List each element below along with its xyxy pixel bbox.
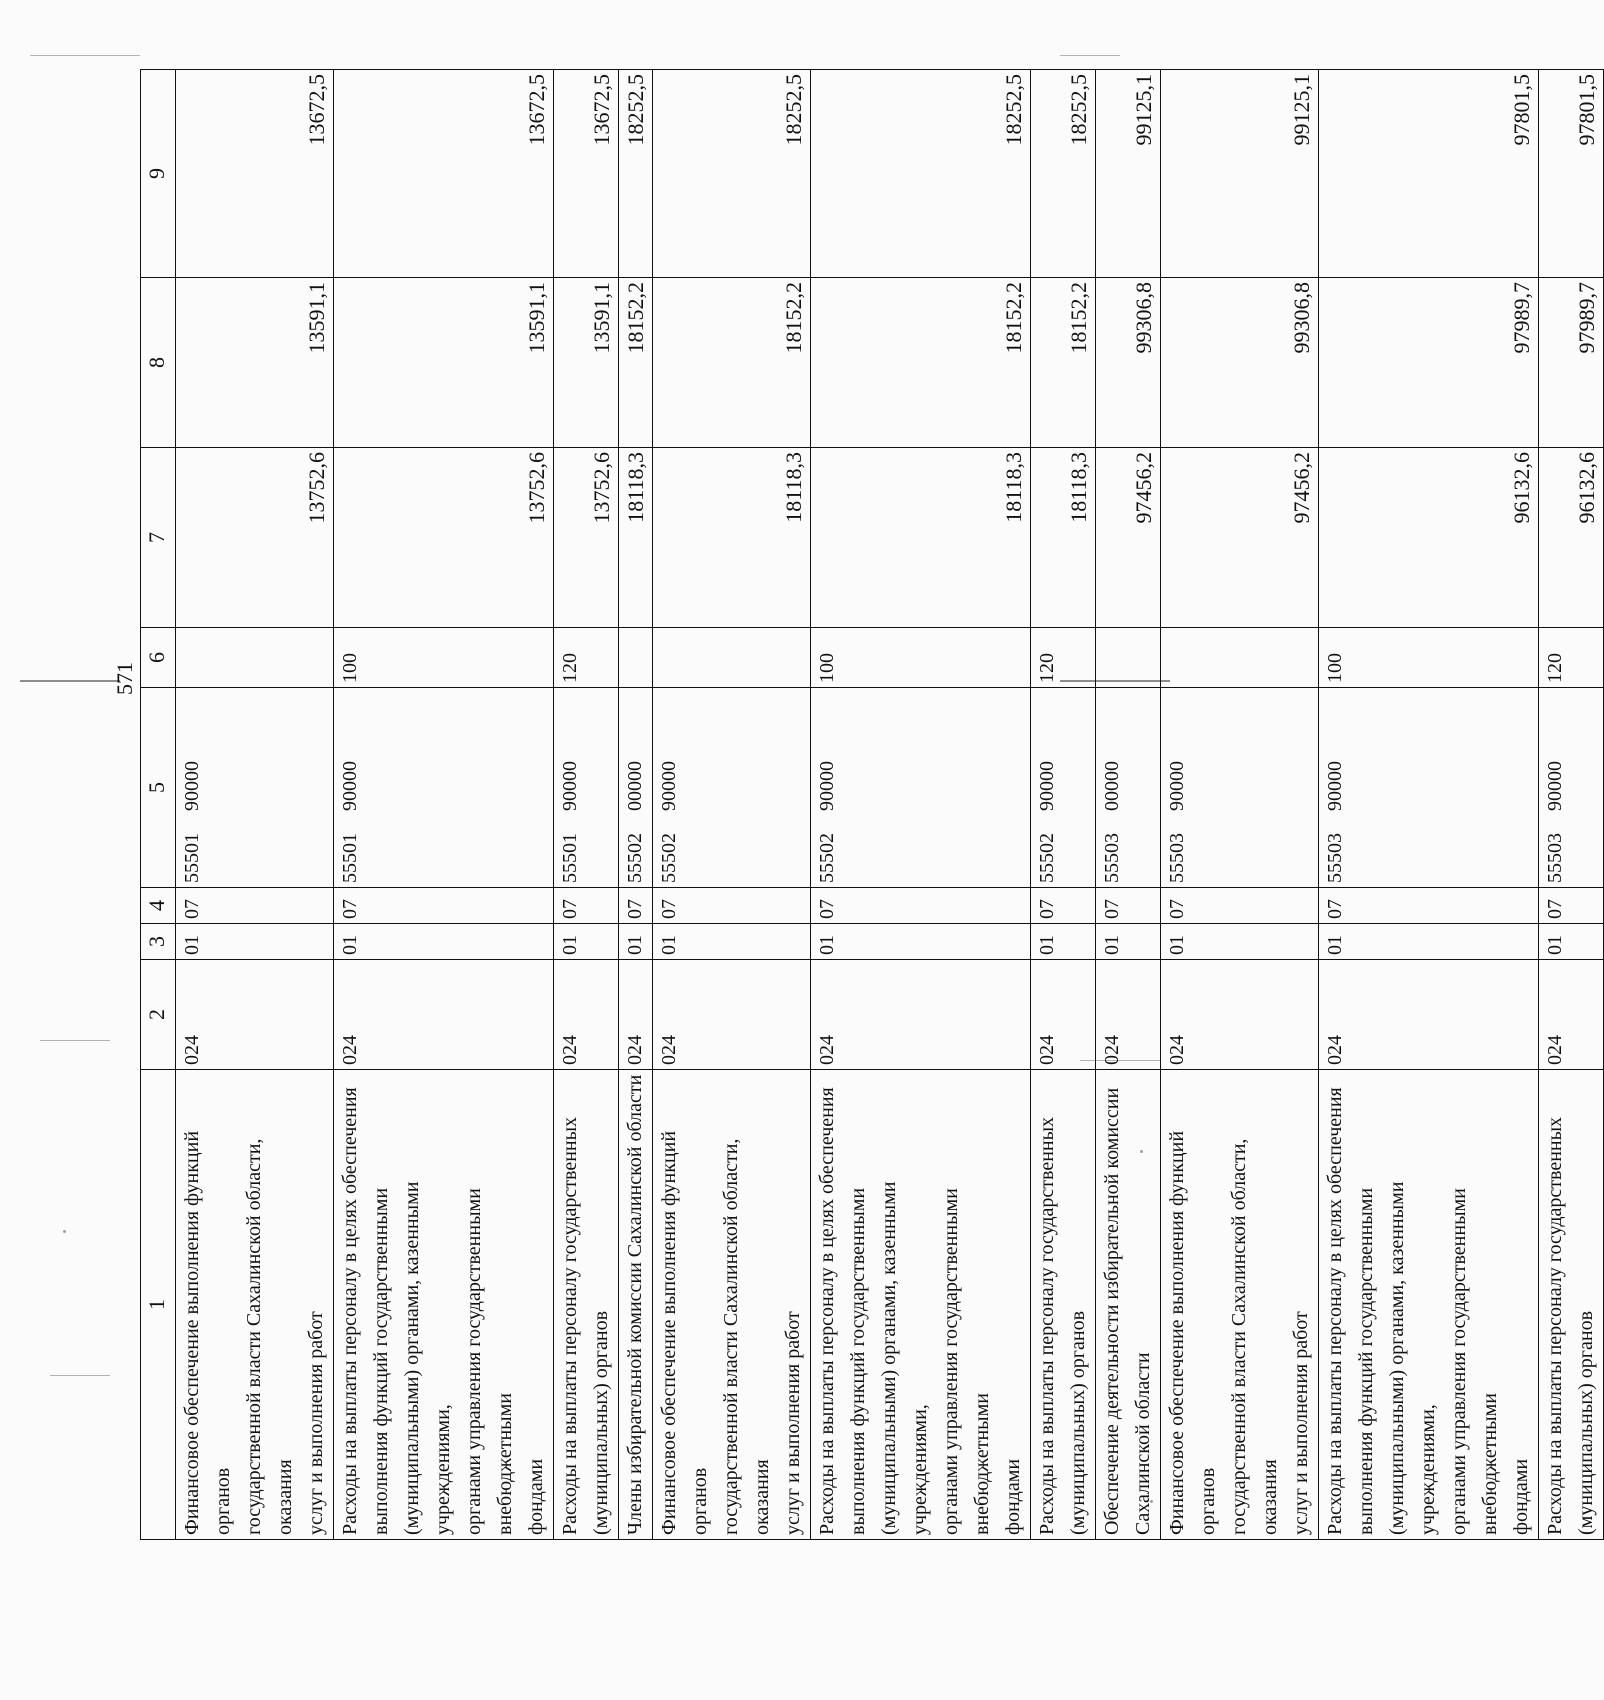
row-value-7: 18118,3 bbox=[619, 448, 653, 628]
row-code-5 bbox=[334, 688, 554, 888]
row-code-6: 100 bbox=[1319, 628, 1539, 688]
row-code-6 bbox=[653, 628, 811, 688]
table-row bbox=[1031, 70, 1096, 1540]
table-row bbox=[1096, 70, 1161, 1540]
row-code-3: 01 bbox=[1539, 924, 1604, 960]
row-name: Обеспечение деятельности избирательной комиссии Сахалинской области bbox=[1096, 1070, 1161, 1540]
row-name: Финансовое обеспечение выполнения функций органов государственной власти Сахалинской области, оказания услуг и выполнения работ bbox=[1161, 1070, 1319, 1540]
row-code-5 bbox=[1539, 688, 1604, 888]
column-header: 2 bbox=[141, 960, 176, 1070]
row-code-5 bbox=[653, 688, 811, 888]
row-value-7: 18118,3 bbox=[811, 448, 1031, 628]
row-code-5 bbox=[1031, 688, 1096, 888]
row-value-9: 97801,5 bbox=[1319, 70, 1539, 278]
row-code-2: 024 bbox=[1319, 960, 1539, 1070]
rotated-document-sheet bbox=[112, 70, 1599, 1540]
row-code-6 bbox=[176, 628, 334, 688]
row-value-7: 18118,3 bbox=[1031, 448, 1096, 628]
row-value-9: 18252,5 bbox=[1031, 70, 1096, 278]
row-code-2: 024 bbox=[1161, 960, 1319, 1070]
row-value-9: 13672,5 bbox=[334, 70, 554, 278]
table-row bbox=[1161, 70, 1319, 1540]
row-code-5 bbox=[811, 688, 1031, 888]
row-value-7: 13752,6 bbox=[334, 448, 554, 628]
row-code-4: 07 bbox=[653, 888, 811, 924]
row-value-9: 13672,5 bbox=[554, 70, 619, 278]
row-code-5b: 00000 bbox=[1101, 761, 1123, 811]
row-code-6: 100 bbox=[811, 628, 1031, 688]
row-code-6: 120 bbox=[1539, 628, 1604, 688]
row-value-7: 13752,6 bbox=[176, 448, 334, 628]
row-code-5b: 90000 bbox=[1324, 761, 1346, 811]
row-name: Расходы на выплаты персоналу государственных (муниципальных) органов bbox=[554, 1070, 619, 1540]
row-code-4: 07 bbox=[1096, 888, 1161, 924]
row-code-5b: 90000 bbox=[181, 761, 203, 811]
row-value-8: 99306,8 bbox=[1096, 278, 1161, 448]
row-code-5a: 55502 bbox=[658, 833, 680, 883]
table-row bbox=[1319, 70, 1539, 1540]
row-code-6: 120 bbox=[554, 628, 619, 688]
row-value-9: 18252,5 bbox=[653, 70, 811, 278]
column-header: 4 bbox=[141, 888, 176, 924]
row-code-5 bbox=[554, 688, 619, 888]
row-name: Расходы на выплаты персоналу в целях обеспечения выполнения функций государственными (муниципальными) органами, казенными учреждениями, органами управления государственными внебюджетными фондами bbox=[811, 1070, 1031, 1540]
row-name: Члены избирательной комиссии Сахалинской области bbox=[619, 1070, 653, 1540]
row-code-6 bbox=[619, 628, 653, 688]
column-header: 8 bbox=[141, 278, 176, 448]
row-code-5 bbox=[176, 688, 334, 888]
row-name: Расходы на выплаты персоналу государственных (муниципальных) органов bbox=[1031, 1070, 1096, 1540]
row-code-3: 01 bbox=[811, 924, 1031, 960]
row-code-6 bbox=[1161, 628, 1319, 688]
row-value-9: 97801,5 bbox=[1539, 70, 1604, 278]
budget-table bbox=[140, 69, 1604, 1540]
row-code-5 bbox=[1096, 688, 1161, 888]
row-code-2: 024 bbox=[176, 960, 334, 1070]
column-header: 1 bbox=[141, 1070, 176, 1540]
row-value-9: 13672,5 bbox=[176, 70, 334, 278]
column-header: 5 bbox=[141, 688, 176, 888]
row-value-7: 96132,6 bbox=[1539, 448, 1604, 628]
row-value-8: 99306,8 bbox=[1161, 278, 1319, 448]
table-row bbox=[653, 70, 811, 1540]
table-body bbox=[141, 70, 1604, 1540]
row-value-7: 18118,3 bbox=[653, 448, 811, 628]
row-value-9: 99125,1 bbox=[1096, 70, 1161, 278]
row-code-3: 01 bbox=[1161, 924, 1319, 960]
row-code-3: 01 bbox=[176, 924, 334, 960]
row-value-8: 18152,2 bbox=[653, 278, 811, 448]
row-value-8: 18152,2 bbox=[1031, 278, 1096, 448]
row-code-5b: 90000 bbox=[816, 761, 838, 811]
row-code-6: 120 bbox=[1031, 628, 1096, 688]
row-value-8: 13591,1 bbox=[554, 278, 619, 448]
row-code-5b: 90000 bbox=[559, 761, 581, 811]
row-name: Расходы на выплаты персоналу в целях обеспечения выполнения функций государственными (муниципальными) органами, казенными учреждениями, органами управления государственными внебюджетными фондами bbox=[334, 1070, 554, 1540]
row-code-5b: 90000 bbox=[1036, 761, 1058, 811]
row-value-7: 96132,6 bbox=[1319, 448, 1539, 628]
page-number: 571 bbox=[112, 662, 137, 695]
table-row bbox=[176, 70, 334, 1540]
row-code-2: 024 bbox=[619, 960, 653, 1070]
row-value-8: 97989,7 bbox=[1539, 278, 1604, 448]
row-code-3: 01 bbox=[653, 924, 811, 960]
row-name: Расходы на выплаты персоналу в целях обеспечения выполнения функций государственными (муниципальными) органами, казенными учреждениями, органами управления государственными внебюджетными фондами bbox=[1319, 1070, 1539, 1540]
row-code-5a: 55503 bbox=[1166, 833, 1188, 883]
table-header-row bbox=[141, 70, 176, 1540]
column-header: 6 bbox=[141, 628, 176, 688]
row-code-2: 024 bbox=[1539, 960, 1604, 1070]
row-code-5b: 90000 bbox=[1166, 761, 1188, 811]
row-value-8: 18152,2 bbox=[811, 278, 1031, 448]
row-value-8: 97989,7 bbox=[1319, 278, 1539, 448]
row-code-5a: 55501 bbox=[181, 833, 203, 883]
table-row bbox=[334, 70, 554, 1540]
column-header: 7 bbox=[141, 448, 176, 628]
row-code-6: 100 bbox=[334, 628, 554, 688]
row-code-3: 01 bbox=[334, 924, 554, 960]
row-value-9: 99125,1 bbox=[1161, 70, 1319, 278]
row-code-3: 01 bbox=[619, 924, 653, 960]
row-code-4: 07 bbox=[334, 888, 554, 924]
row-value-9: 18252,5 bbox=[811, 70, 1031, 278]
row-code-4: 07 bbox=[619, 888, 653, 924]
table-row bbox=[811, 70, 1031, 1540]
row-code-5b: 90000 bbox=[658, 761, 680, 811]
row-code-5a: 55503 bbox=[1324, 833, 1346, 883]
row-code-2: 024 bbox=[1031, 960, 1096, 1070]
row-value-8: 13591,1 bbox=[334, 278, 554, 448]
row-code-2: 024 bbox=[554, 960, 619, 1070]
row-code-6 bbox=[1096, 628, 1161, 688]
row-code-3: 01 bbox=[1319, 924, 1539, 960]
row-code-5a: 55502 bbox=[816, 833, 838, 883]
row-code-3: 01 bbox=[554, 924, 619, 960]
column-header: 9 bbox=[141, 70, 176, 278]
column-header: 3 bbox=[141, 924, 176, 960]
row-code-4: 07 bbox=[1161, 888, 1319, 924]
row-code-5 bbox=[1161, 688, 1319, 888]
row-code-5 bbox=[619, 688, 653, 888]
table-row bbox=[619, 70, 653, 1540]
row-code-5a: 55502 bbox=[1036, 833, 1058, 883]
row-code-4: 07 bbox=[1319, 888, 1539, 924]
row-code-2: 024 bbox=[334, 960, 554, 1070]
table-row bbox=[554, 70, 619, 1540]
row-code-5b: 90000 bbox=[1544, 761, 1566, 811]
row-code-4: 07 bbox=[1031, 888, 1096, 924]
row-code-2: 024 bbox=[811, 960, 1031, 1070]
row-code-5a: 55502 bbox=[624, 833, 646, 883]
row-code-4: 07 bbox=[811, 888, 1031, 924]
row-value-8: 18152,2 bbox=[619, 278, 653, 448]
row-name: Финансовое обеспечение выполнения функций органов государственной власти Сахалинской области, оказания услуг и выполнения работ bbox=[176, 1070, 334, 1540]
row-code-2: 024 bbox=[653, 960, 811, 1070]
row-code-4: 07 bbox=[554, 888, 619, 924]
row-name: Расходы на выплаты персоналу государственных (муниципальных) органов bbox=[1539, 1070, 1604, 1540]
row-code-5b: 00000 bbox=[624, 761, 646, 811]
row-name: Финансовое обеспечение выполнения функций органов государственной власти Сахалинской области, оказания услуг и выполнения работ bbox=[653, 1070, 811, 1540]
row-value-9: 18252,5 bbox=[619, 70, 653, 278]
row-value-7: 13752,6 bbox=[554, 448, 619, 628]
row-code-5a: 55503 bbox=[1101, 833, 1123, 883]
row-code-4: 07 bbox=[1539, 888, 1604, 924]
row-code-3: 01 bbox=[1096, 924, 1161, 960]
row-code-5a: 55503 bbox=[1544, 833, 1566, 883]
row-value-7: 97456,2 bbox=[1096, 448, 1161, 628]
row-code-5a: 55501 bbox=[339, 833, 361, 883]
row-code-5a: 55501 bbox=[559, 833, 581, 883]
row-code-5b: 90000 bbox=[339, 761, 361, 811]
row-code-5 bbox=[1319, 688, 1539, 888]
row-code-4: 07 bbox=[176, 888, 334, 924]
table-row bbox=[1539, 70, 1604, 1540]
row-value-8: 13591,1 bbox=[176, 278, 334, 448]
row-code-2: 024 bbox=[1096, 960, 1161, 1070]
row-value-7: 97456,2 bbox=[1161, 448, 1319, 628]
row-code-3: 01 bbox=[1031, 924, 1096, 960]
